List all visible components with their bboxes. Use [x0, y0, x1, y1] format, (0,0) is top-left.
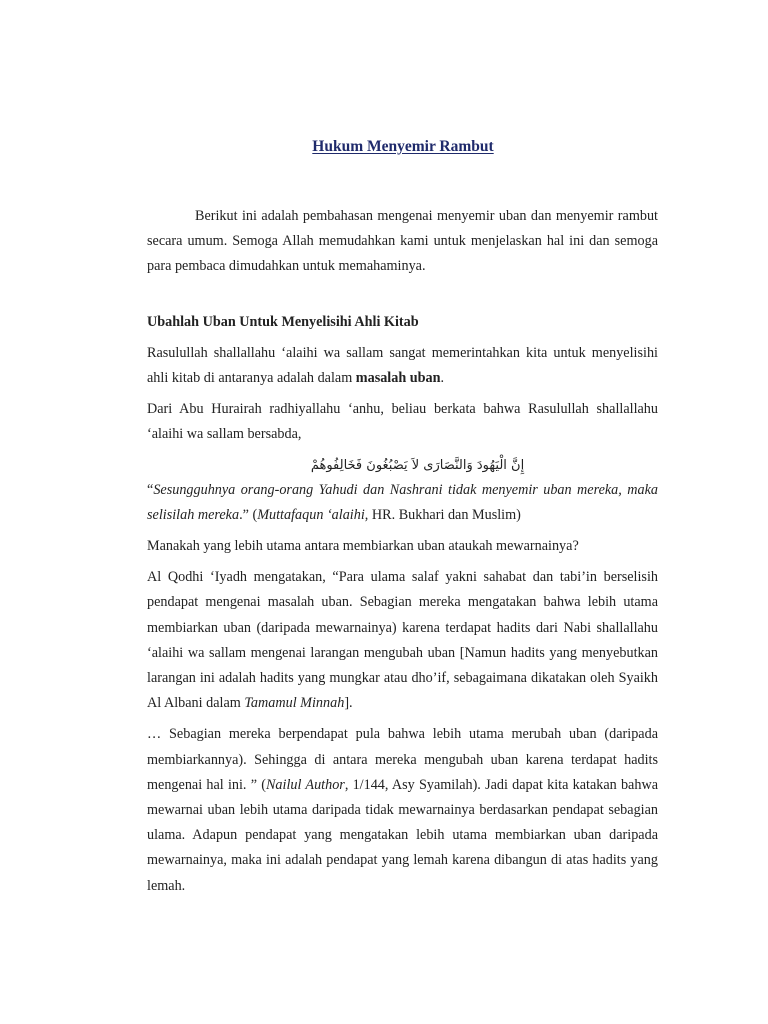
source-muttafaqun: Muttafaqun ‘alaihi [257, 506, 365, 523]
paragraph-rasulullah [147, 341, 658, 391]
masalah-uban-bold: masalah uban [355, 370, 441, 387]
paragraph-abu-hurairah: Dari Abu Hurairah radhiyallahu ‘anhu, beliau berkata bahwa Rasulullah shallallahu ‘alaihi wa sallam bersabda, [147, 401, 658, 443]
paragraph-rasulullah-text: Rasulullah shallallahu ‘alaihi wa sallam sangat memerintahkan kita untuk menyelisihi ahli kitab di antaranya adalah dalam [147, 344, 658, 387]
qodhi-iyadh-text: Al Qodhi ‘Iyadh mengatakan, “Para ulama salaf yakni sahabat dan tabi’in berselisih pendapat mengenai masalah uban. Sebagian mereka mengatakan bahwa lebih utama membiarkan uban (daripada mewarnainya) karena terdapat hadits dari Nabi shallallahu ‘alaihi wa sallam mengenai larangan mengubah uban [Namun hadits yang menyebutkan larangan ini adalah hadits yang mungkar atau dho’if, sebagaimana dikatakan oleh Syaikh Al Albani dalam [147, 569, 658, 712]
quote-open: “ [147, 481, 154, 498]
paragraph-qodhi-iyadh [147, 565, 658, 716]
translation-text: Sesungguhnya orang-orang Yahudi dan Nashrani tidak menyemir uban mereka, maka selisilah mereka [147, 481, 658, 523]
nailul-author-italic: Nailul Author [265, 776, 345, 793]
quote-close: .” ( [239, 506, 258, 523]
document-title: Hukum Menyemir Rambut [312, 138, 494, 155]
intro-paragraph: Berikut ini adalah pembahasan mengenai menyemir uban dan menyemir rambut secara umum. Semoga Allah memudahkan kami untuk menjelaskan hal ini dan semoga para pembaca dimudahkan untuk memahaminya. [147, 208, 658, 275]
hadith-translation [147, 478, 658, 528]
qodhi-iyadh-end: ]. [344, 695, 353, 712]
paragraph-rasulullah-end: . [440, 370, 445, 387]
conclusion-text: … Sebagian mereka berpendapat pula bahwa lebih utama merubah uban (daripada membiarkannya). Sehingga di antara mereka mengubah uban karena terdapat hadits mengenai hal ini. ” ( [147, 726, 658, 793]
source-rest: , HR. Bukhari dan Muslim) [364, 506, 521, 523]
document-body [147, 204, 658, 905]
tamamul-minnah-italic: Tamamul Minnah [244, 695, 345, 712]
arabic-hadith: إِنَّ الْيَهُودَ وَالنَّصَارَى لاَ يَصْبُغُونَ فَخَالِفُوهُمْ [310, 457, 525, 473]
conclusion-end: , 1/144, Asy Syamilah). Jadi dapat kita katakan bahwa mewarnai uban lebih utama daripada tidak mewarnainya berdasarkan pendapat sebagian ulama. Adapun pendapat yang mengatakan lebih utama membiarkan uban daripada mewarnainya, maka ini adalah pendapat yang lemah karena dibangun di atas hadits yang lemah. [147, 776, 658, 894]
section-heading: Ubahlah Uban Untuk Menyelisihi Ahli Kitab [147, 313, 419, 330]
paragraph-conclusion [147, 722, 658, 898]
question-paragraph: Manakah yang lebih utama antara membiarkan uban ataukah mewarnainya? [147, 538, 579, 555]
